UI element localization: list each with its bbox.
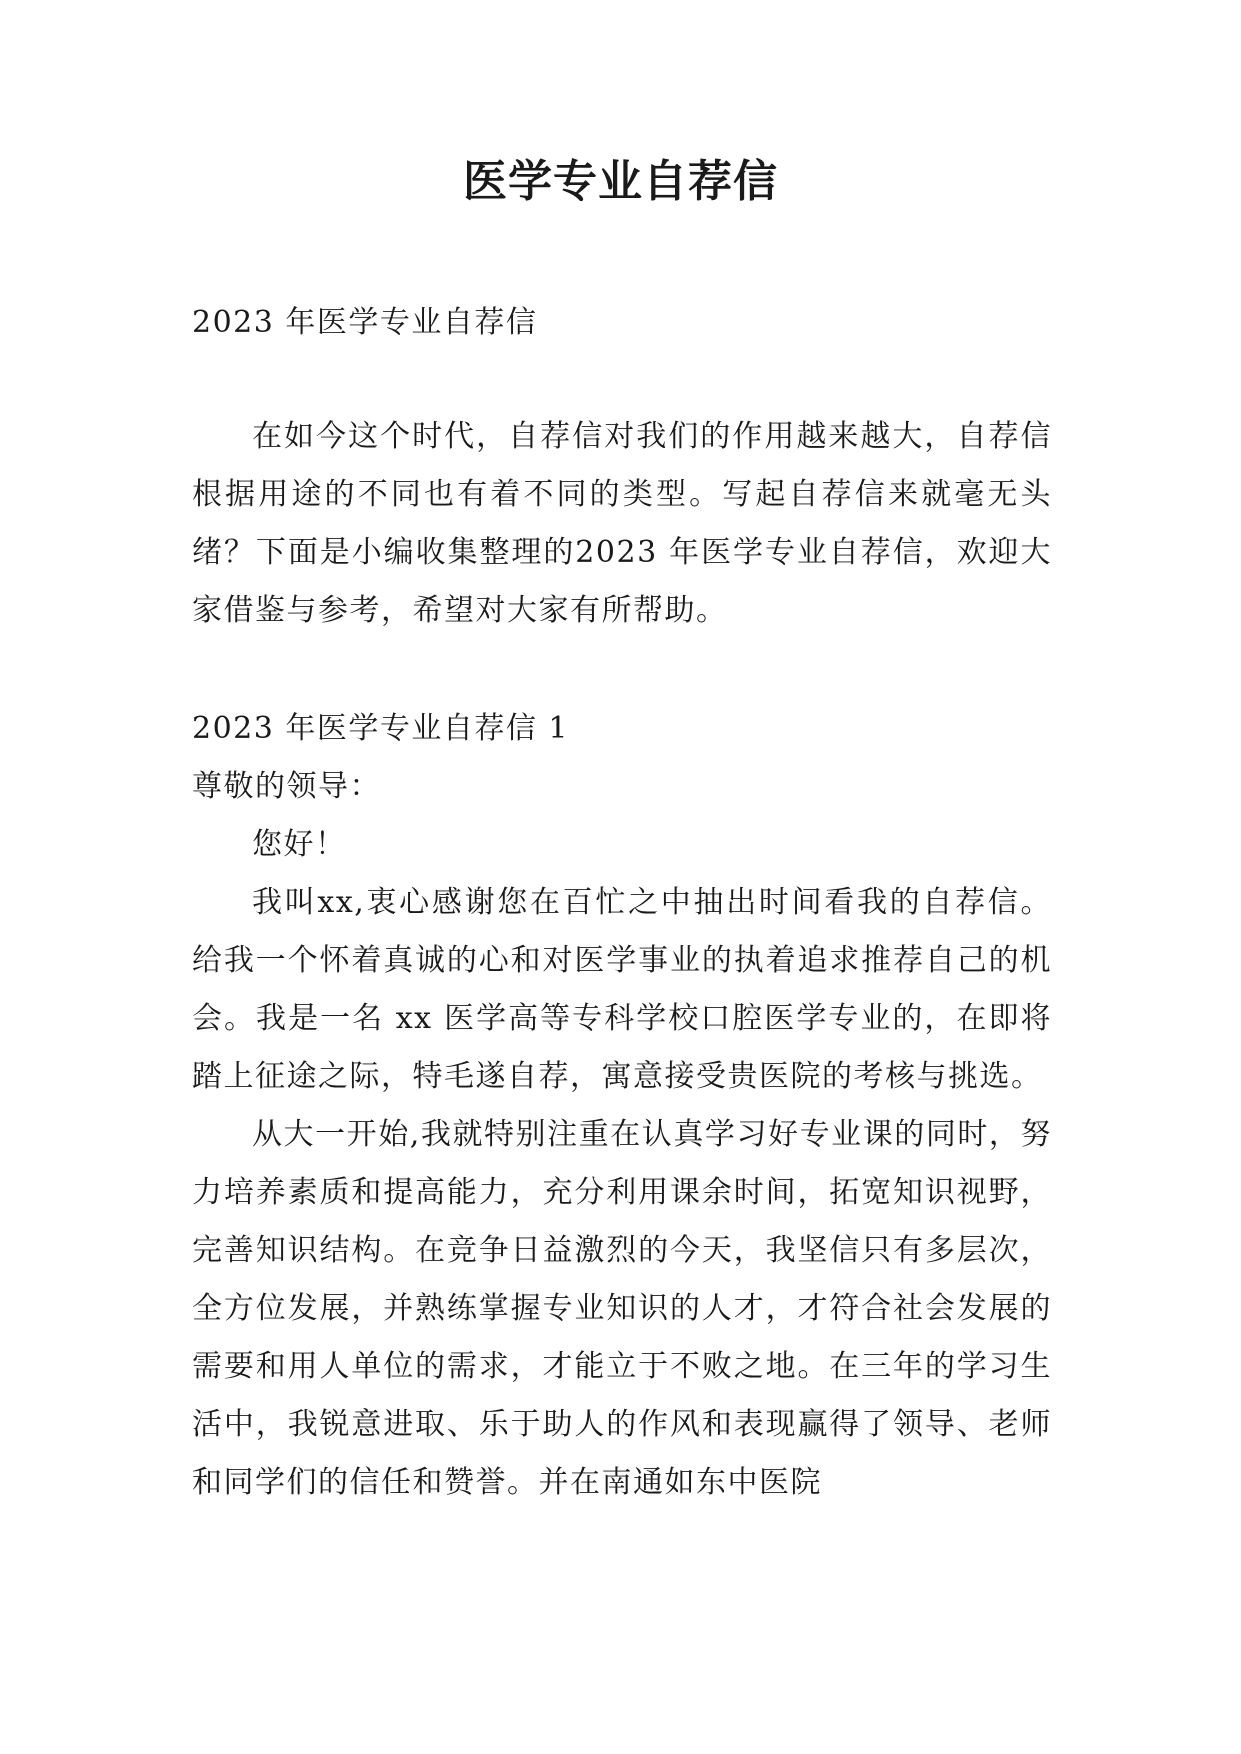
letter-greeting: 您好！ — [252, 827, 347, 862]
document-subtitle-block — [192, 294, 1052, 352]
letter-salutation: 尊敬的领导： — [192, 769, 381, 804]
intro-paragraph: 在如今这个时代，自荐信对我们的作用越来越大，自荐信根据用途的不同也有着不同的类型。写起自荐信来就毫无头绪？下面是小编收集整理的2023 年医学专业自荐信，欢迎大家借鉴与参考，希望对大家有所帮助。 — [192, 419, 1052, 628]
letter-block — [192, 700, 1052, 1512]
letter-paragraph: 我叫xx,衷心感谢您在百忙之中抽出时间看我的自荐信。给我一个怀着真诚的心和对医学事业的执着追求推荐自己的机会。我是一名 xx 医学高等专科学校口腔医学专业的，在即将踏上征途之际，特毛遂自荐，寓意接受贵医院的考核与挑选。 — [192, 885, 1052, 1094]
intro-block — [192, 408, 1052, 640]
document-title: 医学专业自荐信 — [463, 156, 778, 207]
document-subtitle: 2023 年医学专业自荐信 — [192, 305, 538, 340]
letter-paragraph: 从大一开始,我就特别注重在认真学习好专业课的同时，努力培养素质和提高能力，充分利用课余时间，拓宽知识视野，完善知识结构。在竞争日益激烈的今天，我坚信只有多层次，全方位发展，并熟练掌握专业知识的人才，才符合社会发展的需要和用人单位的需求，才能立于不败之地。在三年的学习生活中，我锐意进取、乐于助人的作风和表现赢得了领导、老师和同学们的信任和赞誉。并在南通如东中医院 — [192, 1117, 1052, 1500]
letter-heading: 2023 年医学专业自荐信 1 — [192, 711, 570, 746]
